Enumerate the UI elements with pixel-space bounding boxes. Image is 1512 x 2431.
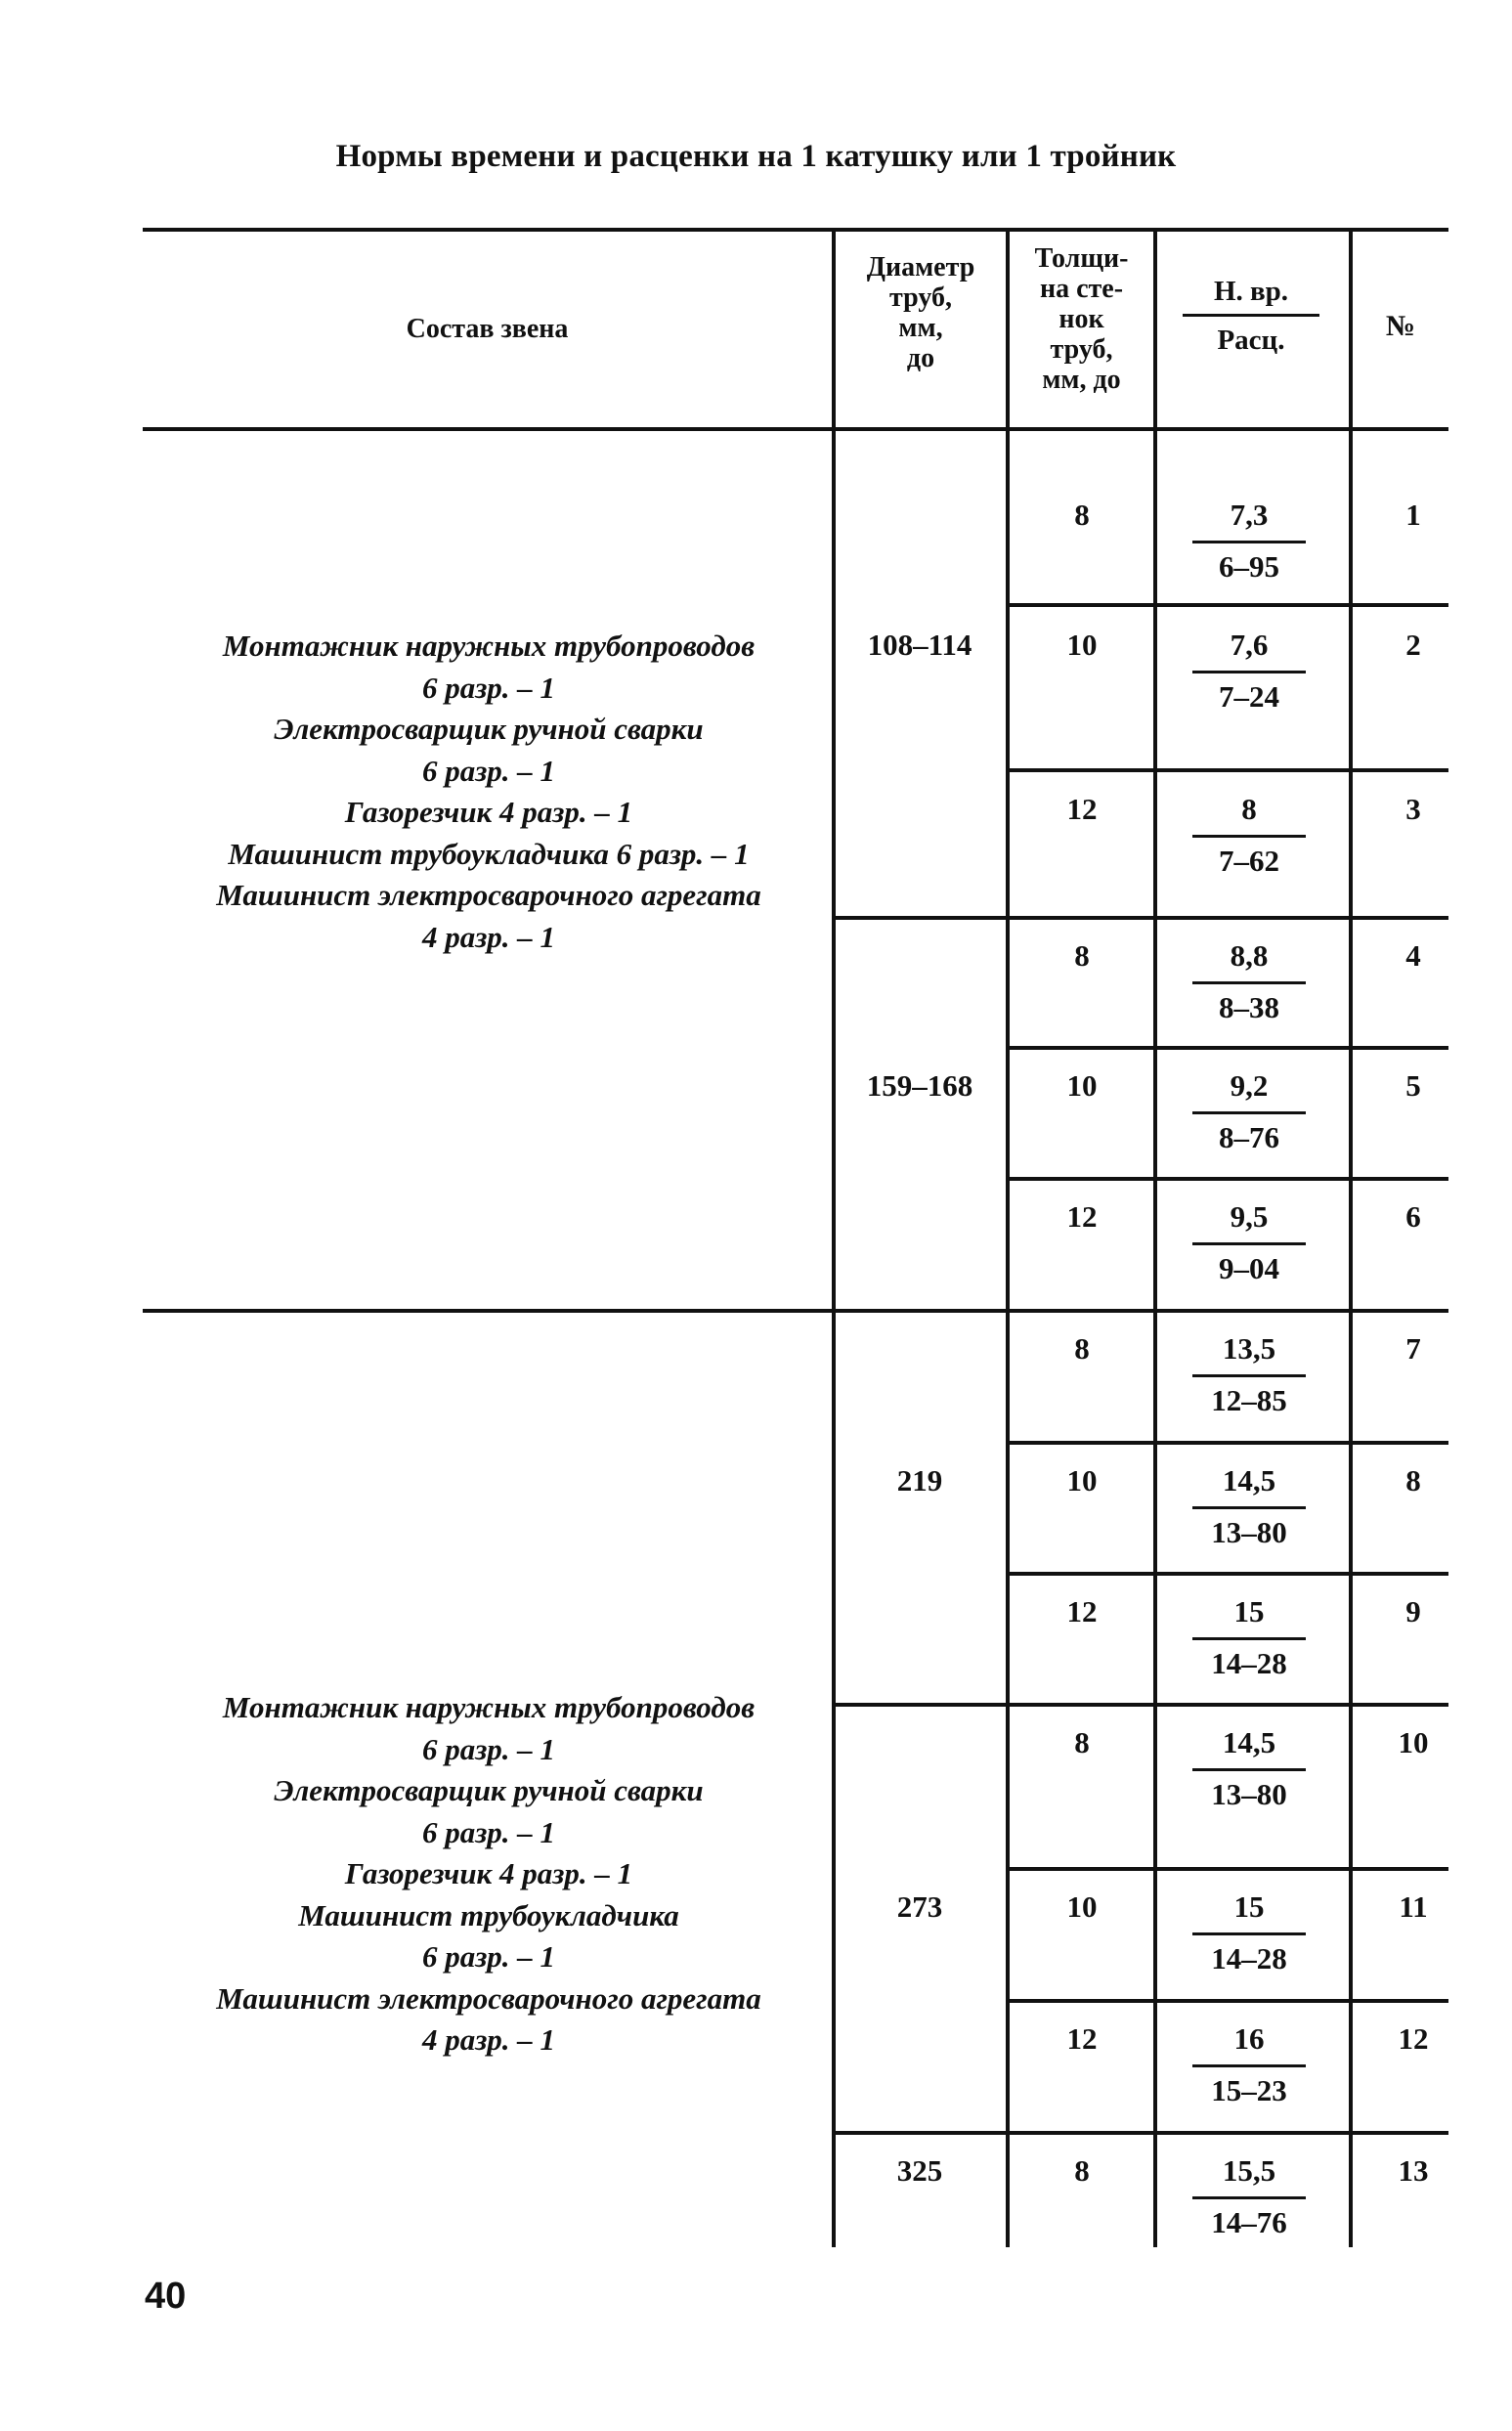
norm-rate-cell: 9,2 8–76 xyxy=(1192,1068,1306,1155)
norm-rate-cell: 8,8 8–38 xyxy=(1192,938,1306,1025)
norm-rate-cell: 9,5 9–04 xyxy=(1192,1199,1306,1286)
row-number: 12 xyxy=(1398,2021,1429,2056)
row-number: 3 xyxy=(1405,792,1421,826)
group-rule xyxy=(834,2131,1448,2135)
group-rule xyxy=(834,916,1448,920)
crew-composition: Монтажник наружных трубопроводов 6 разр. – 1 Электросварщик ручной сварки 6 разр. – 1 Газорезчик 4 разр. – 1 Машинист трубоукладчика 6 разр. – 1 Машинист электросварочного агрегата 4 разр. – 1 xyxy=(216,629,761,954)
row-rule xyxy=(1009,1046,1448,1050)
row-number: 9 xyxy=(1405,1594,1421,1628)
wall-cell: 8 xyxy=(1074,2153,1090,2188)
diameter-cell: 159–168 xyxy=(866,1068,973,1103)
wall-cell: 12 xyxy=(1066,1594,1098,1628)
wall-cell: 12 xyxy=(1066,2021,1098,2056)
row-number: 13 xyxy=(1398,2153,1429,2188)
row-number: 4 xyxy=(1405,938,1421,973)
header-rate: Расц. xyxy=(1217,325,1285,356)
header-crew: Состав звена xyxy=(406,314,569,344)
row-number: 5 xyxy=(1405,1068,1421,1103)
diameter-cell: 108–114 xyxy=(867,628,972,662)
wall-cell: 8 xyxy=(1074,1725,1090,1759)
header-diameter: Диаметр труб, мм, до xyxy=(866,252,975,373)
wall-cell: 10 xyxy=(1066,1068,1098,1103)
norm-rate-cell: 13,5 12–85 xyxy=(1192,1331,1306,1418)
group-rule xyxy=(834,1703,1448,1707)
diameter-cell: 219 xyxy=(896,1463,943,1498)
crew-composition: Монтажник наружных трубопроводов 6 разр. – 1 Электросварщик ручной сварки 6 разр. – 1 Газорезчик 4 разр. – 1 Машинист трубоукладчика 6 разр. – 1 Машинист электросварочного агрегата 4 разр. – 1 xyxy=(216,1690,761,2057)
row-rule xyxy=(1009,1572,1448,1576)
norm-rate-cell: 15 14–28 xyxy=(1192,1594,1306,1681)
norm-rate-cell: 14,5 13–80 xyxy=(1192,1725,1306,1812)
diameter-cell: 325 xyxy=(896,2153,943,2188)
header-bottom-rule xyxy=(143,427,1448,431)
table-top-rule xyxy=(143,228,1448,232)
diameter-cell: 273 xyxy=(896,1889,943,1924)
wall-cell: 8 xyxy=(1074,498,1090,532)
wall-cell: 12 xyxy=(1066,792,1098,826)
header-norm: Н. вр. xyxy=(1213,276,1289,307)
row-rule xyxy=(1009,603,1448,607)
section-rule xyxy=(143,1309,1448,1313)
wall-cell: 10 xyxy=(1066,628,1098,662)
wall-cell: 10 xyxy=(1066,1463,1098,1498)
wall-cell: 10 xyxy=(1066,1889,1098,1924)
norm-rate-cell: 7,3 6–95 xyxy=(1192,498,1306,585)
norm-rate-cell: 16 15–23 xyxy=(1192,2021,1306,2108)
header-norm-rate xyxy=(1183,276,1319,357)
norm-rate-cell: 15 14–28 xyxy=(1192,1889,1306,1976)
header-wall-thickness: Толщи- на сте- нок труб, мм, до xyxy=(1034,243,1129,395)
row-rule xyxy=(1009,1177,1448,1181)
row-rule xyxy=(1009,1867,1448,1871)
page-number: 40 xyxy=(145,2276,187,2317)
row-number: 2 xyxy=(1405,628,1421,662)
row-number: 7 xyxy=(1405,1331,1421,1366)
row-rule xyxy=(1009,1999,1448,2003)
row-number: 6 xyxy=(1405,1199,1421,1234)
row-number: 11 xyxy=(1399,1889,1428,1924)
row-number: 8 xyxy=(1405,1463,1421,1498)
row-rule xyxy=(1009,1441,1448,1445)
row-rule xyxy=(1009,768,1448,772)
norm-rate-cell: 15,5 14–76 xyxy=(1192,2153,1306,2240)
norm-rate-cell: 7,6 7–24 xyxy=(1192,628,1306,715)
row-number: 10 xyxy=(1398,1725,1429,1759)
column-divider xyxy=(1349,228,1353,2247)
page-title: Нормы времени и расценки на 1 катушку или 1 тройник xyxy=(335,139,1177,174)
row-number: 1 xyxy=(1405,498,1421,532)
header-number: № xyxy=(1385,310,1416,342)
wall-cell: 8 xyxy=(1074,938,1090,973)
norm-rate-cell: 14,5 13–80 xyxy=(1192,1463,1306,1550)
wall-cell: 12 xyxy=(1066,1199,1098,1234)
norm-rate-cell: 8 7–62 xyxy=(1192,792,1306,879)
wall-cell: 8 xyxy=(1074,1331,1090,1366)
